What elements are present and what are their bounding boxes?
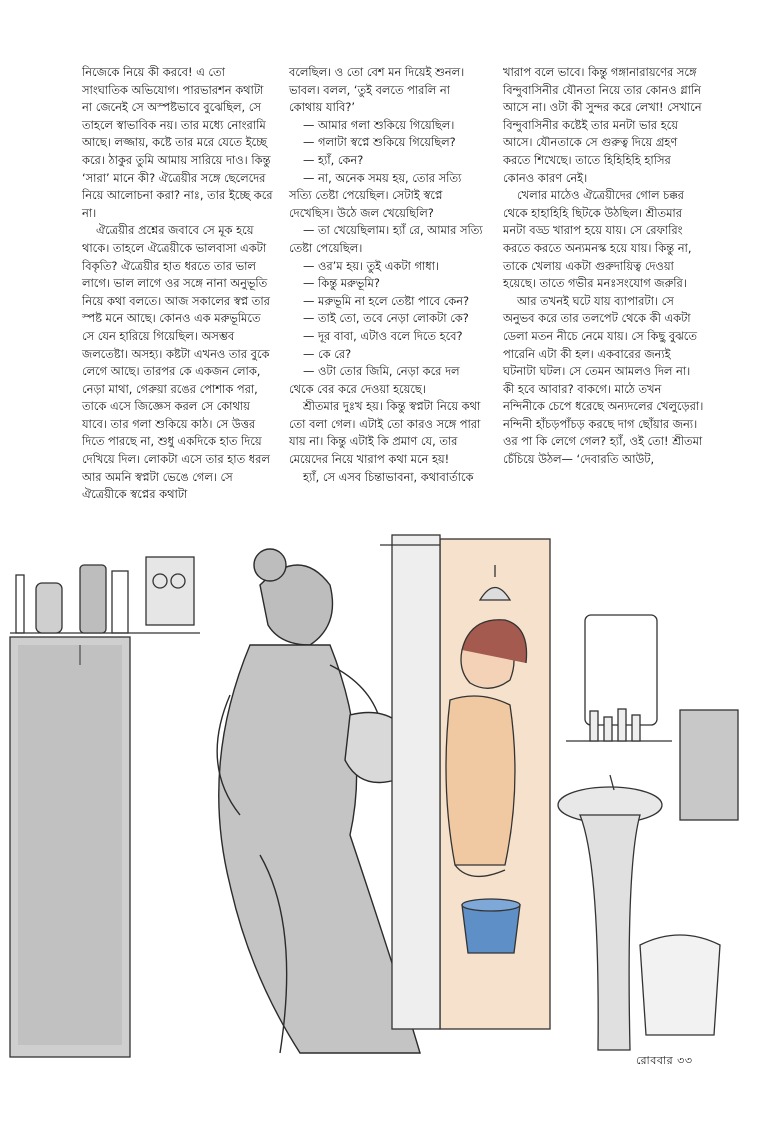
paragraph: — মরুভূমি না হলে তেষ্টা পাবে কেন?: [303, 293, 470, 308]
paragraph: — গলাটা স্বপ্নে শুকিয়ে গিয়েছিল?: [303, 135, 456, 150]
towel-drawing: [680, 710, 738, 820]
text-column-3: [503, 64, 705, 469]
paragraph: — আমার গলা শুকিয়ে গিয়েছিল।: [303, 117, 455, 132]
shelf-jars-drawing: [10, 557, 200, 633]
paragraph: — তা খেয়েছিলাম। হ্যাঁ রে, আমার সত্যি তেষ্টা পেয়েছিল।: [289, 223, 483, 255]
illustration-bathroom-scene: [0, 505, 770, 1065]
paragraph: ঐত্রেয়ীর প্রশ্নের জবাবে সে মূক হয়ে থাকে। তাহলে ঐত্রেয়ীকে ভালবাসা একটা বিকৃতি? ঐত্রেয়ীর হাত ধরতে তার ভাল লাগে। ভাল লাগে ওর সঙ্গে নানা অনুভূতি নিয়ে কথা বলতে। আজ সকালের স্বপ্ন তার স্পষ্ট মনে আছে। কোনও এক মরুভূমিতে সে যেন হারিয়ে গিয়েছিল। অসম্ভব জলতেষ্টা। অসহ্য। কষ্টটা এখনও তার বুকে লেগে আছে। তারপর কে একজন লোক, নেড়া মাথা, গেরুয়া রঙের পোশাক পরা, তাকে এসে জিজ্ঞেস করল সে কোথায় যাবে। তার গলা শুকিয়ে কাঠ। সে উত্তর দিতে পারছে না, শুধু একদিকে হাত দিয়ে দেখিয়ে দিল। লোকটা এসে তার হাত ধরল আর অমনি স্বপ্নটা ভেঙে গেল। সে ঐত্রেয়ীকে স্বপ্নের কথাটা: [82, 223, 270, 502]
text-column-2: [289, 64, 484, 486]
refrigerator-drawing: [10, 637, 130, 1057]
paragraph: — দূর বাবা, এটাও বলে দিতে হবে?: [303, 328, 463, 343]
page-folio: রোববার ৩৩: [636, 1054, 693, 1067]
paragraph: নিজেকে নিয়ে কী করবে! এ তো সাংঘাতিক অভিযোগ। পারভারশন কথাটা না জেনেই সে অস্পষ্টভাবে বুঝেছিল, সে তাহলে স্বাভাবিক নয়। তার মধ্যে নোংরামি আছে। লজ্জায়, কষ্টে তার মরে যেতে ইচ্ছে করে। ঠাকুর তুমি আমায় সারিয়ে দাও। কিন্তু ‘সারা’ মানে কী? ঐত্রেয়ীর সঙ্গে ছেলেদের নিয়ে আলোচনা করা? নাঃ, তার ইচ্ছে করে না।: [82, 65, 273, 220]
paragraph: — তাই তো, তবে নেড়া লোকটা কে?: [303, 311, 469, 326]
text-column-1: [82, 64, 274, 504]
paragraph: খেলার মাঠেও ঐত্রেয়ীদের গোল চক্কর থেকে হাহাহিহি ছিটকে উঠছিল। শ্রীতমার মনটা বড্ড খারাপ হয়ে যায়। সে রেফারিং করতে করতে অন্যমনস্ক হয়ে যায়। কিন্তু না, তাকে খেলায় একটা গুরুদায়িত্ব দেওয়া হয়েছে। তাতে গভীর মনঃসংযোগ জরুরি।: [503, 188, 692, 291]
paragraph: — হ্যাঁ, কেন?: [303, 152, 364, 167]
bucket-drawing: [462, 899, 520, 953]
paragraph: বলেছিল। ও তো বেশ মন দিয়েই শুনল। ভাবল। বলল, ‘তুই বলতে পারলি না কোথায় যাবি?’: [289, 65, 465, 115]
paragraph: — ওর’ম হয়। তুই একটা গাধা।: [303, 258, 440, 273]
paragraph: আর তখনই ঘটে যায় ব্যাপারটা। সে অনুভব করে তার তলপেট থেকে কী একটা ডেলা মতন নীচে নেমে যায়। সে কিছু বুঝতে পারেনি এটা কী হল। একবারের জন্যই ঘটনাটা ঘটল। সে তেমন আমলও দিল না। কী হবে আবার? বাকগে। মাঠে তখন নন্দিনীকে চেপে ধরেছে অন্যদলের খেলুড়েরা। নন্দিনী হাঁচড়পাঁচড় করছে দাগ ছোঁয়ার জন্য। ওর পা কি লেগে গেল? হ্যাঁ, ওই তো! শ্রীতমা চেঁচিয়ে উঠল— ‘দেবারতি আউট,: [503, 293, 704, 467]
woman-in-saree-figure: [217, 549, 420, 1053]
paragraph: — কে রে?: [303, 346, 352, 361]
paragraph: খারাপ বলে ভাবে। কিন্তু গঙ্গানারায়ণের সঙ্গে বিন্দুবাসিনীর যৌনতা নিয়ে তার কোনও গ্লানি আসে না। ওটা কী সুন্দর করে লেখা! সেখানে বিন্দুবাসিনীর কষ্টেই তার মনটা ভার হয়ে আসে। যৌনতাকে সে গুরুত্ব দিয়ে গ্রহণ করতে শিখেছে। তাতে হিহিহিহি হাসির কোনও কারণ নেই।: [503, 65, 702, 185]
paragraph: হ্যাঁ, সে এসব চিন্তাভাবনা, কথাবার্তাকে: [303, 469, 474, 484]
waste-bin-drawing: [640, 935, 720, 1035]
paragraph: — কিন্তু মরুভূমি?: [303, 276, 380, 291]
paragraph: — না, অনেক সময় হয়, তোর সত্যি সত্যি তেষ্টা পেয়েছিল। সেটাই স্বপ্নে দেখেছিস। উঠে জল খেয়েছিলি?: [289, 170, 462, 220]
paragraph: শ্রীতমার দুঃখ হয়। কিন্তু স্বপ্নটা নিয়ে কথা তো বলা গেল। এটাই তো কারও সঙ্গে পারা যায় না। কিন্তু এটাই কি প্রমাণ যে, তার মেয়েদের নিয়ে খারাপ কথা মনে হয়!: [289, 399, 481, 467]
paragraph: — ওটা তোর জিমি, নেড়া করে দল থেকে বের করে দেওয়া হয়েছে।: [289, 364, 460, 396]
